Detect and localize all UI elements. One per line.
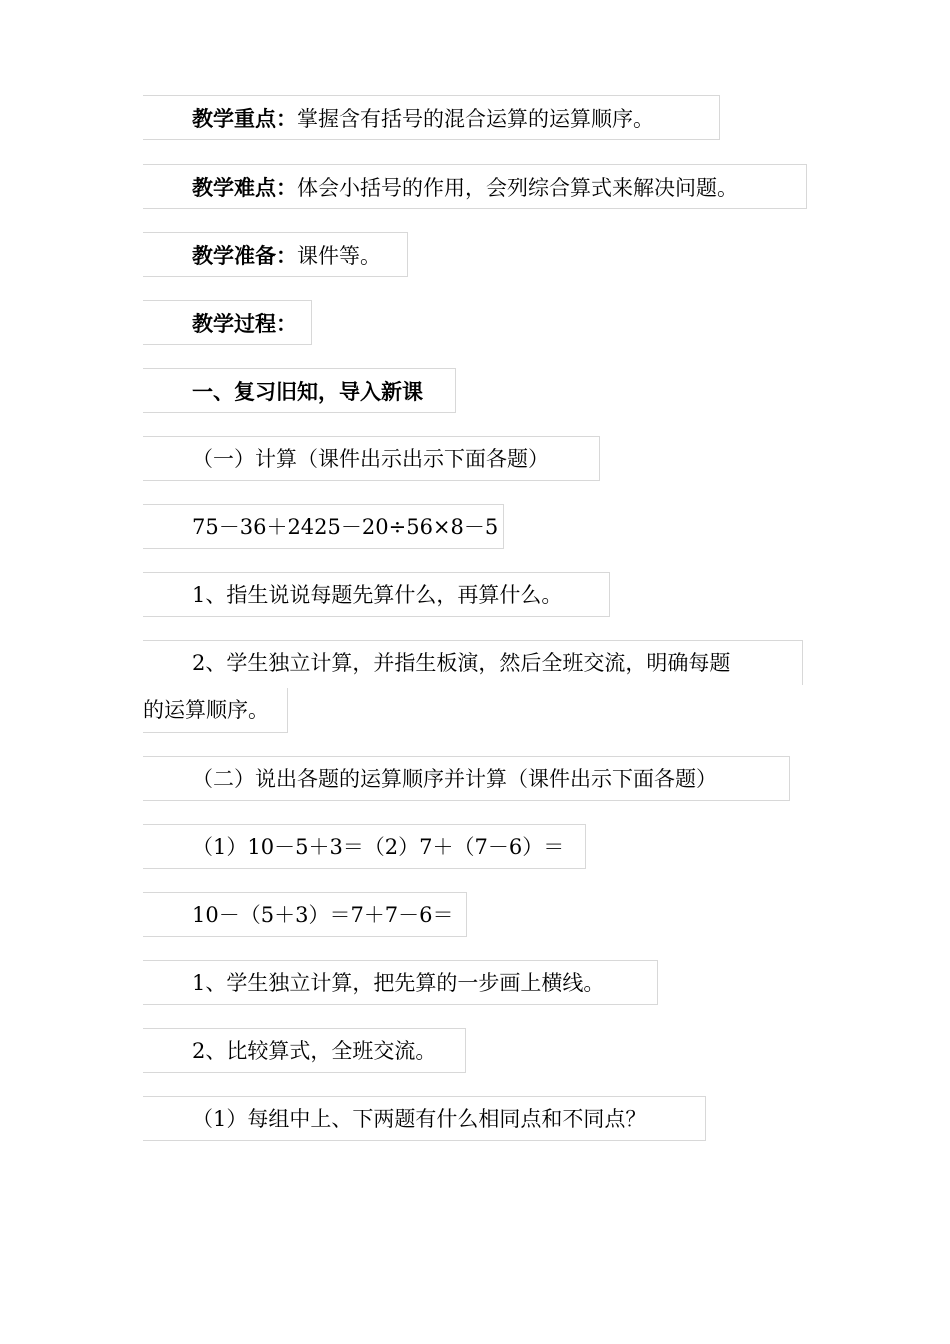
section-heading-review [143,368,456,413]
teaching-process-line [143,300,312,345]
expression-text-1: 75－36＋2425－20÷56×8－5 [192,515,499,539]
subsection-calc-text: （一）计算（课件出示出示下面各题） [192,447,549,471]
step-line-2b [143,688,288,733]
teaching-focus-line [143,95,720,140]
question-text-1: （1）每组中上、下两题有什么相同点和不同点？ [192,1107,647,1131]
expression-text-3: 10－（5＋3）＝7＋7－6＝ [192,903,454,927]
step-line-1 [143,572,610,617]
teaching-focus-text: 掌握含有括号的混合运算的运算顺序。 [297,107,654,131]
step-text-1: 1、指生说说每题先算什么，再算什么。 [192,583,563,607]
step-text-2a: 2、学生独立计算，并指生板演，然后全班交流，明确每题 [192,651,731,675]
step-text-3: 1、学生独立计算，把先算的一步画上横线。 [192,971,605,995]
step-line-4 [143,1028,466,1073]
subsection-calc-title [143,436,600,481]
teaching-focus-label: 教学重点： [192,106,297,131]
subsection-order-title [143,756,790,801]
teaching-difficulty-line [143,164,807,209]
step-line-3 [143,960,658,1005]
teaching-difficulty-label: 教学难点： [192,175,297,200]
expression-text-2: （1）10－5＋3＝（2）7＋（7－6）＝ [192,835,565,859]
teaching-difficulty-text: 体会小括号的作用，会列综合算式来解决问题。 [297,176,738,200]
expression-line-2 [143,824,586,869]
teaching-process-label: 教学过程： [192,311,297,336]
subsection-order-text: （二）说出各题的运算顺序并计算（课件出示下面各题） [192,767,717,791]
teaching-prep-text: 课件等。 [297,244,381,268]
teaching-prep-line [143,232,408,277]
step-text-4: 2、比较算式，全班交流。 [192,1039,437,1063]
step-line-2a [143,640,803,685]
section-heading-text: 一、复习旧知，导入新课 [192,379,423,404]
question-line-1 [143,1096,706,1141]
expression-line-3 [143,892,467,937]
expression-line-1 [143,504,504,549]
step-text-2b: 的运算顺序。 [143,698,269,722]
teaching-prep-label: 教学准备： [192,243,297,268]
